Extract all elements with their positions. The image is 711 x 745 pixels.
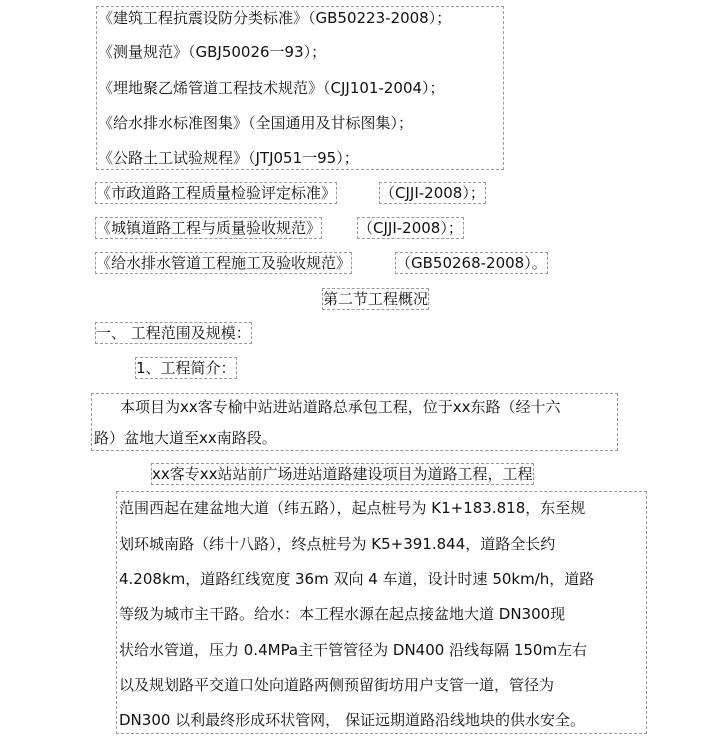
heading-intro: 1、工程简介：	[136, 359, 236, 377]
paragraph-line: 以及规划路平交道口处向道路两侧预留街坊用户支管一道，管径为	[119, 676, 555, 694]
reference-item: 《给水排水标准图集》（全国通用及甘标图集）；	[98, 114, 414, 132]
reference-item: 《公路土工试验规程》（JTJ051一95）；	[98, 149, 359, 167]
paragraph-line: DN300 以利最终形成环状管网， 保证远期道路沿线地块的供水安全。	[119, 711, 585, 729]
reference-code: （GB50268-2008）。	[396, 254, 547, 272]
reference-item: 《城镇道路工程与质量验收规范》	[96, 219, 322, 237]
paragraph-line: 划环城南路（纬十八路），终点桩号为 K5+391.844，道路全长约	[119, 535, 556, 553]
paragraph-line: 状给水管道，压力 0.4MPa主干管管径为 DN400 沿线每隔 150m左右	[119, 641, 588, 659]
reference-item: 《埋地聚乙烯管道工程技术规范》（CJJ101-2004）；	[98, 79, 445, 97]
paragraph-line: 等级为城市主干路。给水：本工程水源在起点接盆地大道 DN300现	[119, 605, 566, 623]
paragraph-line: 范围西起在建盆地大道（纬五路），起点桩号为 K1+183.818，东至规	[119, 499, 586, 517]
paragraph-line: xx客专xx站站前广场进站道路建设项目为道路工程，工程	[152, 465, 533, 483]
reference-item: 《测量规范》（GBJ50026一93）；	[98, 43, 327, 61]
section-title: 第二节工程概况	[323, 290, 429, 308]
reference-code: （CJJI-2008）；	[358, 219, 463, 237]
reference-code: （CJJI-2008）；	[380, 184, 485, 202]
paragraph-line: 4.208km，道路红线宽度 36m 双向 4 车道，设计时速 50km/h，道路	[119, 570, 595, 588]
paragraph-line: 本项目为xx客专榆中站进站道路总承包工程，位于xx东路（经十六	[120, 398, 561, 416]
reference-item: 《市政道路工程质量检验评定标准》	[96, 184, 337, 202]
paragraph-line: 路）盆地大道至xx南路段。	[94, 429, 277, 447]
reference-item: 《给水排水管道工程施工及验收规范》	[96, 254, 352, 272]
reference-item: 《建筑工程抗震设防分类标准》（GB50223-2008）；	[98, 9, 452, 27]
heading-scope: 一、 工程范围及规模：	[96, 324, 251, 342]
